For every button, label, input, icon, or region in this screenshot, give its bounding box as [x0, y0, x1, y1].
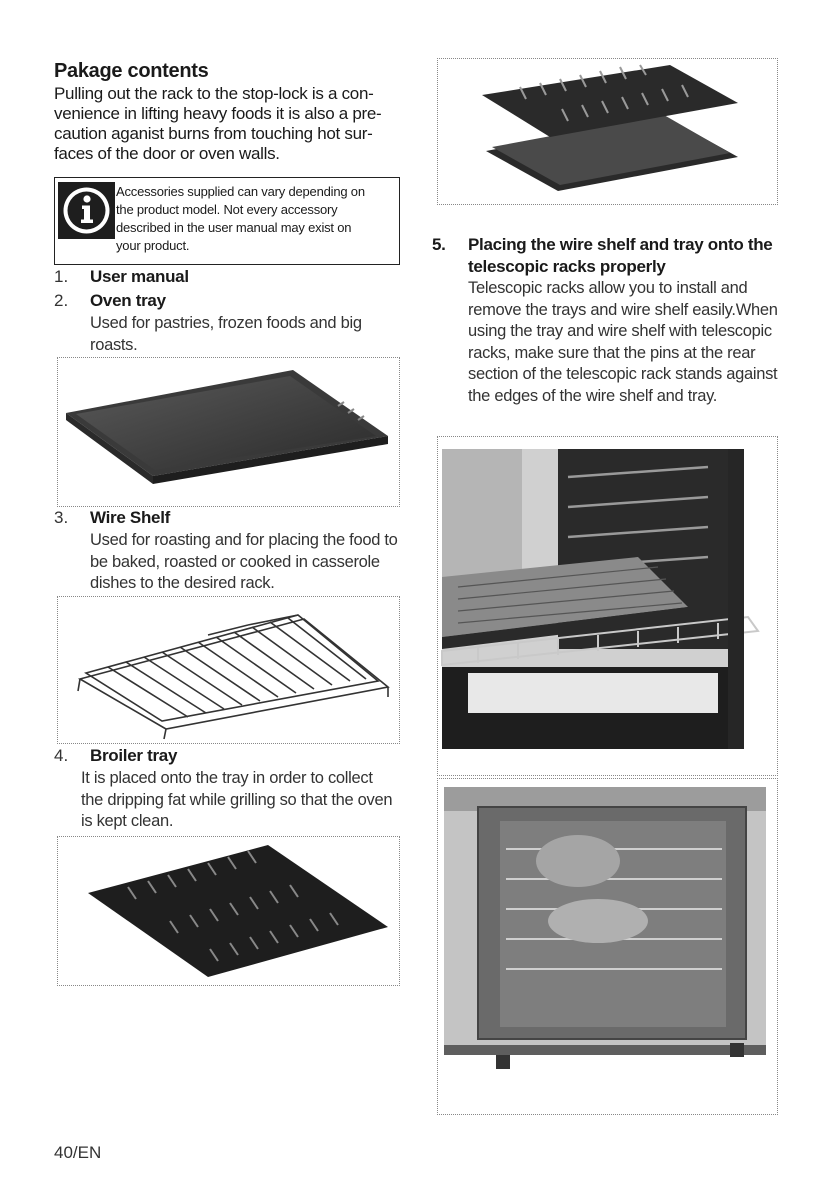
- section-title: Pakage contents: [54, 60, 209, 82]
- item-number: 3.: [54, 508, 69, 527]
- oven-tray-image: [57, 357, 400, 507]
- broiler-tray-image: [57, 836, 400, 986]
- note-line: the product model. Not every accessory: [116, 202, 338, 217]
- wire-shelf-image: [57, 596, 400, 744]
- info-note: [54, 177, 400, 265]
- description-line: It is placed onto the tray in order to collect: [81, 769, 373, 787]
- item-title-wire-shelf: Wire Shelf: [90, 508, 170, 527]
- description-line: Used for pastries, frozen foods and big: [90, 314, 362, 332]
- item-title-telescopic: [468, 234, 798, 278]
- note-line: described in the user manual may exist on: [116, 220, 352, 235]
- item-title-user-manual: User manual: [90, 267, 189, 286]
- page-number: 40/EN: [54, 1143, 102, 1162]
- description-line: Telescopic racks allow you to install and: [468, 279, 748, 297]
- note-line: your product.: [116, 238, 190, 253]
- item-description: [468, 278, 803, 407]
- description-line: section of the telescopic rack stands against: [468, 365, 778, 383]
- description-line: remove the trays and wire shelf easily.When: [468, 300, 778, 319]
- description-line: dishes to the desired rack.: [90, 574, 275, 592]
- description-line: roasts.: [90, 335, 138, 354]
- description-line: Used for roasting and for placing the food to: [90, 531, 398, 549]
- description-line: racks, make sure that the pins at the rear: [468, 343, 756, 362]
- intro-line: faces of the door or oven walls.: [54, 144, 280, 163]
- item-number: 1.: [54, 267, 69, 286]
- title-line: Placing the wire shelf and tray onto the: [468, 235, 773, 254]
- description-line: be baked, roasted or cooked in casserole: [90, 552, 380, 571]
- item-description: [81, 768, 411, 833]
- intro-paragraph: [54, 84, 404, 164]
- telescopic-rack-image: [437, 436, 778, 776]
- oven-image: [437, 778, 778, 1115]
- item-title-oven-tray: Oven tray: [90, 291, 166, 310]
- stacked-trays-image: [437, 58, 778, 205]
- intro-line: Pulling out the rack to the stop-lock is a con-: [54, 84, 374, 103]
- item-number: 5.: [432, 235, 446, 254]
- item-description: [90, 313, 410, 356]
- intro-line: venience in lifting heavy foods it is also a pre-: [54, 104, 382, 123]
- info-icon: [58, 182, 115, 239]
- title-line: telescopic racks properly: [468, 257, 666, 276]
- item-number: 2.: [54, 291, 69, 310]
- intro-line: caution aganist burns from touching hot sur-: [54, 124, 373, 143]
- description-line: the dripping fat while grilling so that the oven: [81, 790, 393, 809]
- description-line: the edges of the wire shelf and tray.: [468, 386, 718, 405]
- description-line: using the tray and wire shelf with telescopic: [468, 322, 772, 340]
- item-description: [90, 530, 410, 595]
- note-line: Accessories supplied can vary depending on: [116, 184, 365, 199]
- description-line: is kept clean.: [81, 812, 174, 830]
- item-number: 4.: [54, 746, 69, 765]
- item-title-broiler-tray: Broiler tray: [90, 746, 178, 765]
